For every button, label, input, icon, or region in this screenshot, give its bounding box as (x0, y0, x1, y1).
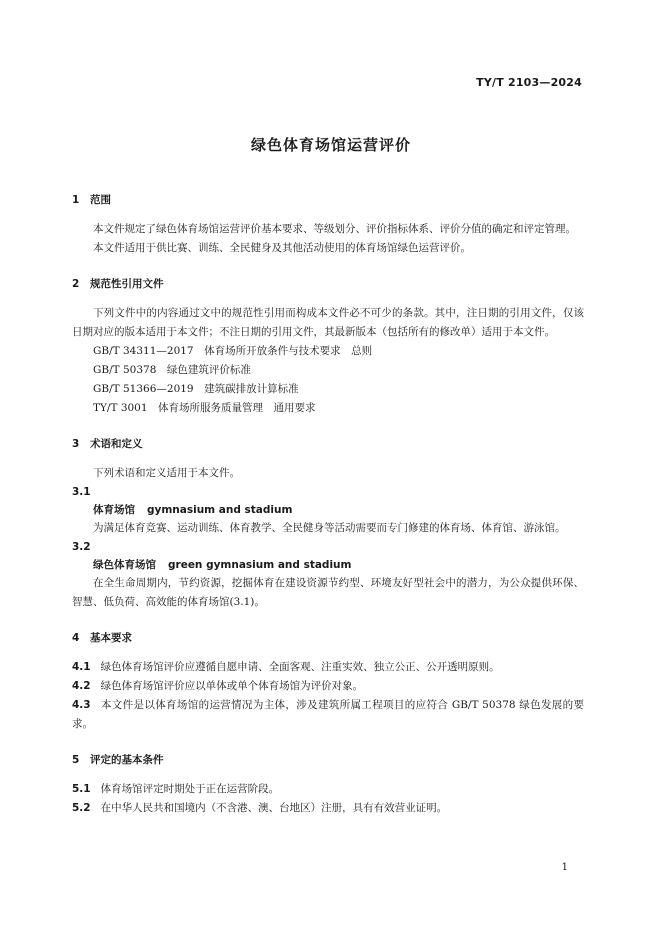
clause: 4.3 本文件是以体育场馆的运营情况为主体，涉及建筑所属工程项目的应符合 GB/T 50378 绿色发展的要求。 (72, 699, 584, 730)
section-heading-basic-requirements: 4 基本要求 (72, 632, 132, 644)
term-definition: 在全生命周期内，节约资源，挖掘体育在建设资源节约型、环境友好型社会中的潜力，为公众提供环保、智慧、低负荷、高效能的体育场馆(3.1)。 (72, 577, 584, 608)
term-name: 体育场馆 gymnasium and stadium (93, 504, 293, 516)
clause: 4.2 绿色体育场馆评价应以单体或单个体育场馆为评价对象。 (72, 680, 364, 692)
clause: 4.1 绿色体育场馆评价应遵循自愿申请、全面客观、注重实效、独立公正、公开透明原则。 (72, 661, 500, 673)
clause: 5.1 体育场馆评定时期处于正在运营阶段。 (72, 783, 280, 795)
standard-code: TY/T 2103—2024 (476, 76, 582, 89)
document-title: 绿色体育场馆运营评价 (250, 136, 411, 154)
term-number: 3.1 (72, 486, 91, 498)
section-heading-normative-references: 2 规范性引用文件 (72, 278, 164, 290)
term-number: 3.2 (72, 541, 91, 553)
term-definition: 为满足体育竞赛、运动训练、体育教学、全民健身等活动需要而专门修建的体育场、体育馆、游泳馆。 (93, 522, 566, 534)
reference-item: TY/T 3001 体育场所服务质量管理 通用要求 (93, 402, 316, 414)
page-number: 1 (561, 862, 568, 873)
reference-item: GB/T 34311—2017 体育场所开放条件与技术要求 总则 (93, 345, 373, 357)
paragraph: 本文件规定了绿色体育场馆运营评价基本要求、等级划分、评价指标体系、评价分值的确定和评定管理。 (93, 223, 576, 235)
reference-item: GB/T 50378 绿色建筑评价标准 (93, 364, 251, 376)
document-body (72, 190, 584, 818)
section-heading-terms: 3 术语和定义 (72, 438, 143, 450)
paragraph: 下列术语和定义适用于本文件。 (93, 467, 240, 479)
section-heading-evaluation-conditions: 5 评定的基本条件 (72, 754, 164, 766)
paragraph: 下列文件中的内容通过文中的规范性引用而构成本文件必不可少的条款。其中，注日期的引用文件，仅该日期对应的版本适用于本文件；不注日期的引用文件，其最新版本（包括所有的修改单）适用于本文件。 (72, 307, 584, 338)
section-heading-scope: 1 范围 (72, 194, 111, 206)
reference-item: GB/T 51366—2019 建筑碳排放计算标准 (93, 383, 299, 395)
term-name: 绿色体育场馆 green gymnasium and stadium (93, 559, 352, 571)
paragraph: 本文件适用于供比赛、训练、全民健身及其他活动使用的体育场馆绿色运营评价。 (93, 242, 471, 254)
clause: 5.2 在中华人民共和国境内（不含港、澳、台地区）注册，具有有效营业证明。 (72, 802, 448, 814)
